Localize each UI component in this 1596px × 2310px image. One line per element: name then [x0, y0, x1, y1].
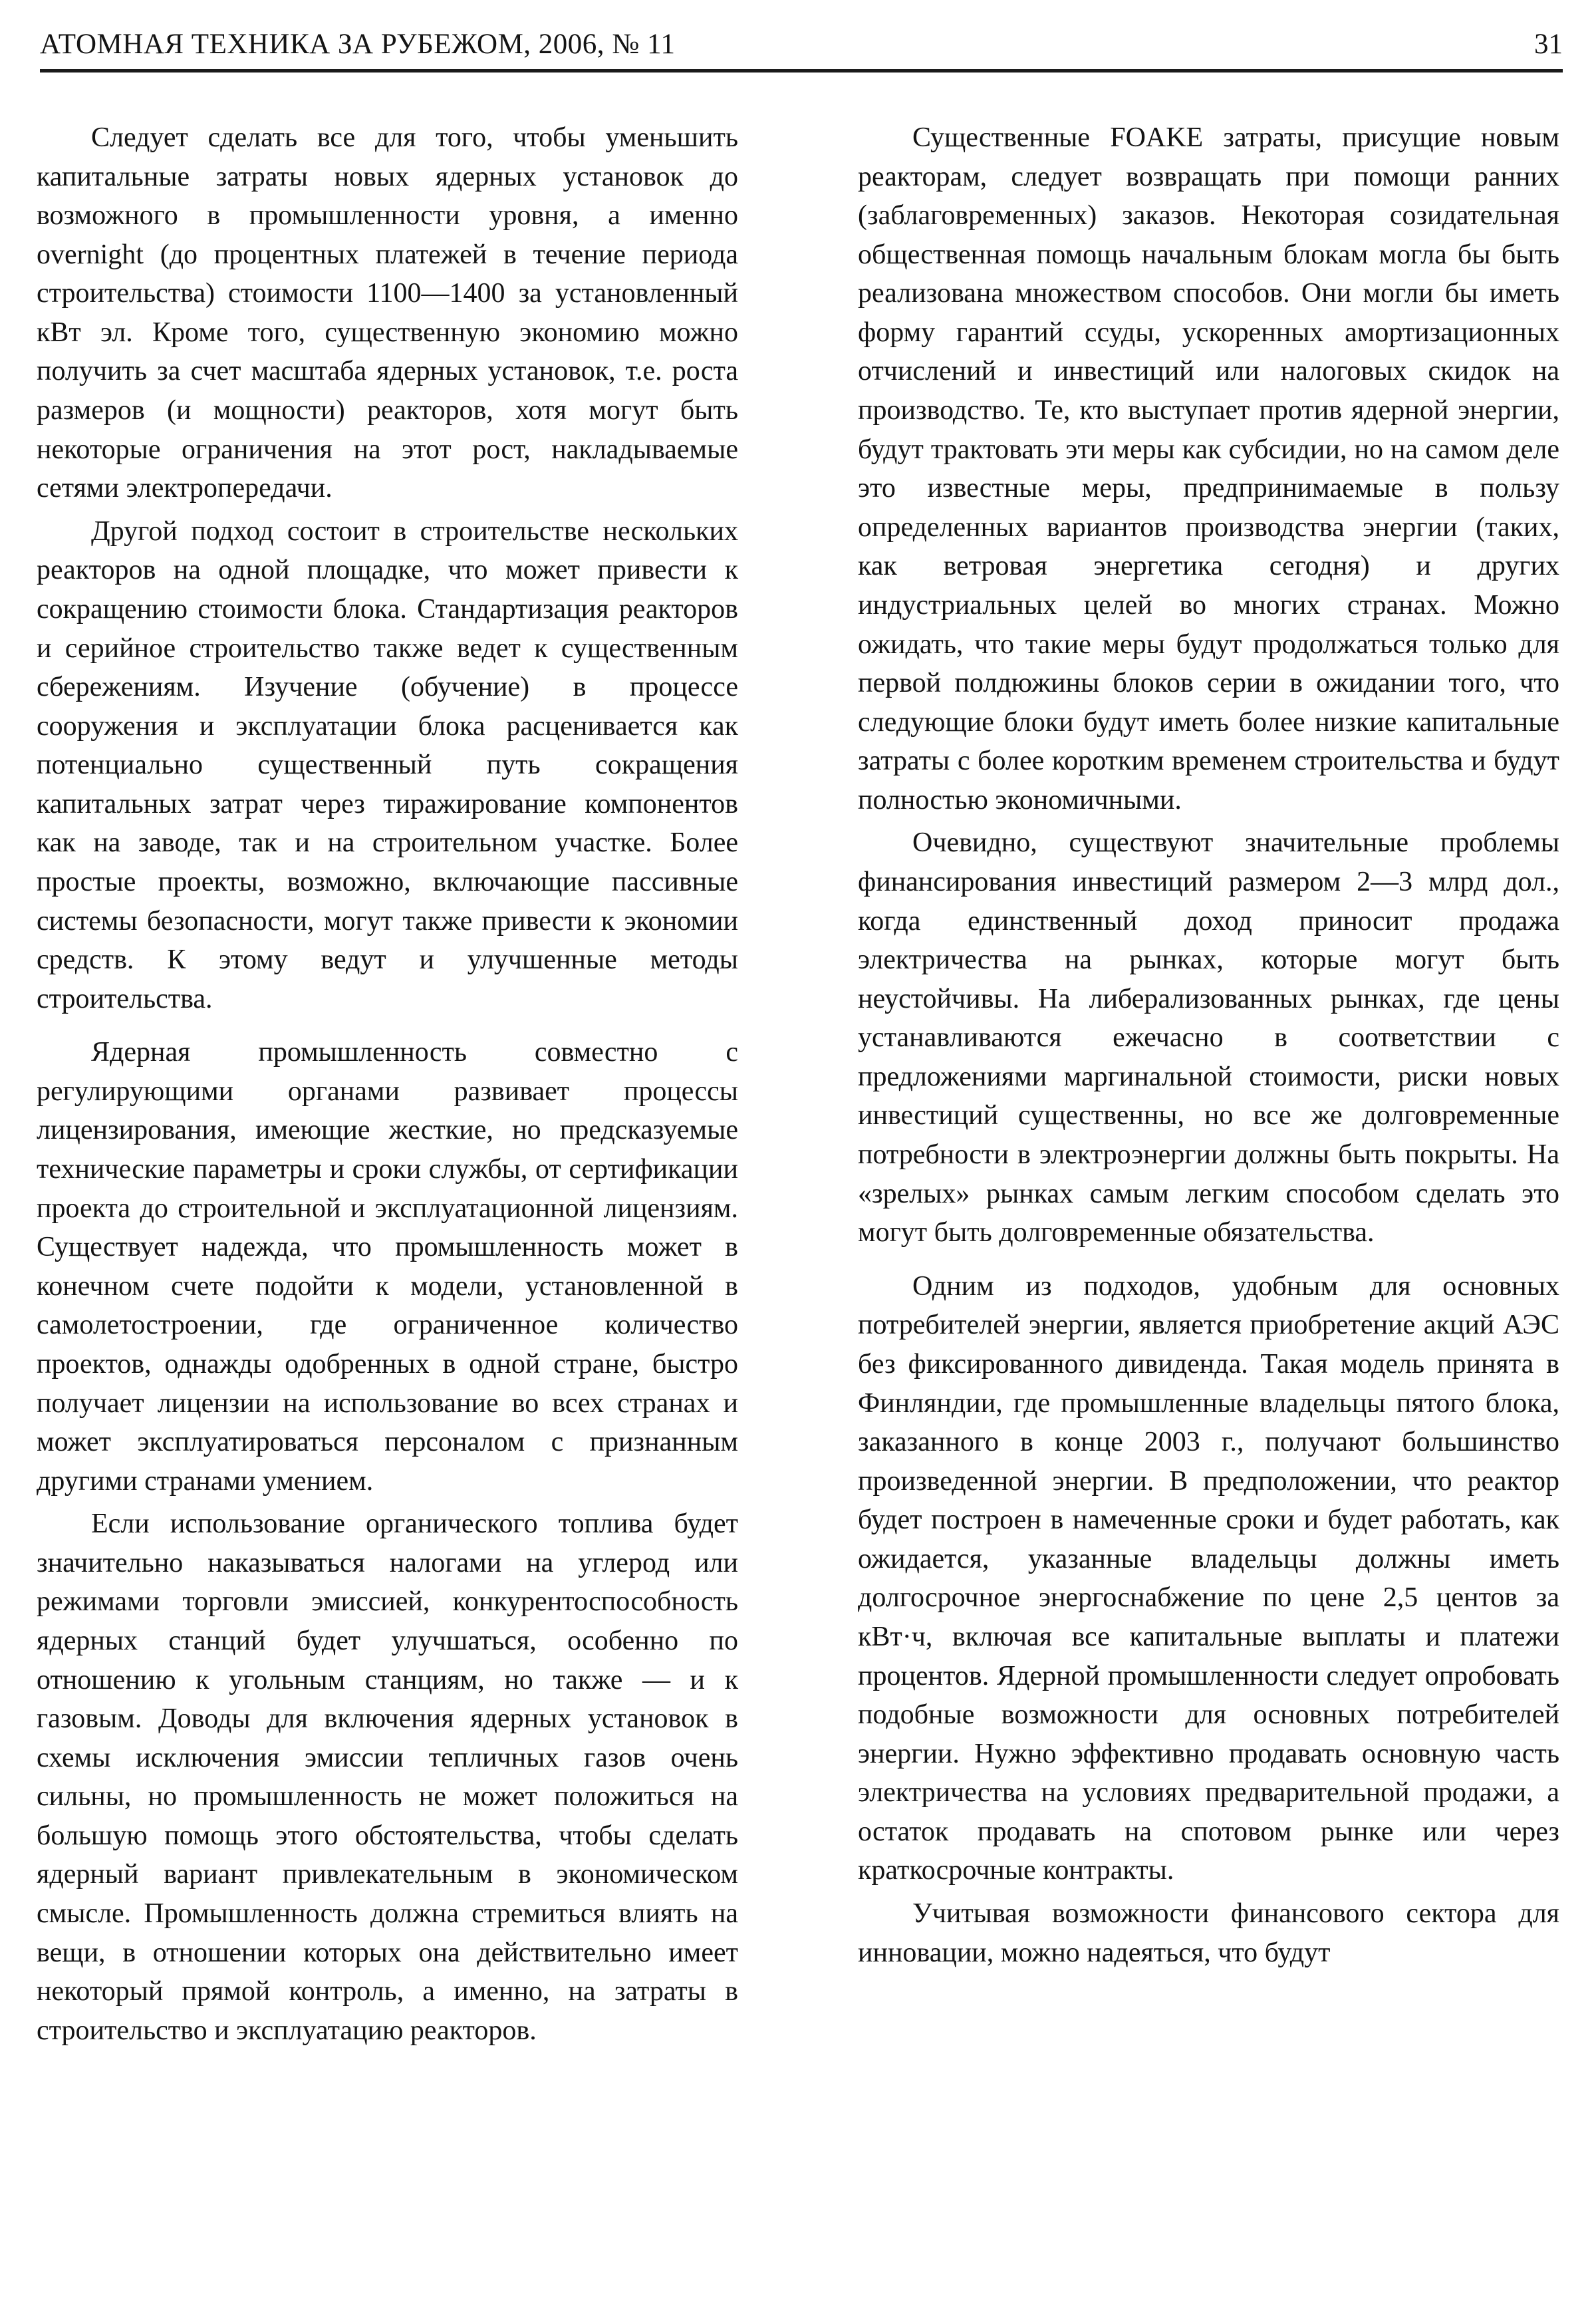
paragraph: Учитывая возможности финансового сектора для инновации, можно надеяться, что будут [858, 1898, 1559, 1968]
paragraph: Если использование органического топлива будет значительно наказываться налогами на углерод или режимами торговли эмиссией, конкурентоспособность ядерных станций будет улучшаться, особенно по отношению к угольным станциям, но также — и к газовым. Доводы для включения ядерных установок в схемы исключения эмиссии тепличных газов очень сильны, но промышленность не может положиться на большую помощь этого обстоятельства, чтобы сделать ядерный вариант привлекательным в экономическом смысле. Промышленность должна стремиться влиять на вещи, в отношении которых она действительно имеет некоторый прямой контроль, а именно, на затраты в строительство и эксплуатацию реакторов. [37, 1509, 738, 2046]
paragraph: Одним из подходов, удобным для основных потребителей энергии, является приобретение акций АЭС без фиксированного дивиденда. Такая модель принята в Финляндии, где промышленные владельцы пятого блока, заказанного в конце 2003 г., получают большинство произведенной энергии. В предположении, что реактор будет построен в намеченные сроки и будет работать, как ожидается, указанные владельцы должны иметь долгосрочное энергоснабжение по цене 2,5 центов за кВт·ч, включая все капитальные выплаты и платежи процентов. Ядерной промышленности следует опробовать подобные возможности для основных потребителей энергии. Нужно эффективно продавать основную часть электричества на условиях предварительной продажи, а остаток продавать на спотовом рынке или через краткосрочные контракты. [858, 1270, 1559, 1886]
paragraph: Следует сделать все для того, чтобы уменьшить капитальные затраты новых ядерных установок до возможного в промышленности уровня, а именно overnight (до процентных платежей в течение периода строительства) стоимости 1100—1400 за установленный кВт эл. Кроме того, существенную экономию можно получить за счет масштаба ядерных установок, т.е. роста размеров (и мощности) реакторов, хотя могут быть некоторые ограничения на этот рост, накладываемые сетями электропередачи. [37, 122, 738, 504]
paragraph: Ядерная промышленность совместно с регулирующими органами развивает процессы лицензирования, имеющие жесткие, но предсказуемые технические параметры и сроки службы, от сертификации проекта до строительной и эксплуатационной лицензиям. Существует надежда, что промышленность может в конечном счете подойти к модели, установленной в самолетостроении, где ограниченное количество проектов, однажды одобренных в одной стране, быстро получает лицензии на использование во всех странах и может эксплуатироваться персоналом с признанным другими странами умением. [37, 1037, 738, 1497]
page-header [40, 19, 1563, 72]
paragraph: Очевидно, существуют значительные проблемы финансирования инвестиций размером 2—3 млрд дол., когда единственный доход приносит продажа электричества на рынках, которые могут быть неустойчивы. На либерализованных рынках, где цены устанавливаются ежечасно в соответствии с предложениями маргинальной стоимости, риски новых инвестиций существенны, но все же долговременные потребности в электроэнергии должны быть покрыты. На «зрелых» рынках самым легким способом сделать это могут быть долговременные обязательства. [858, 827, 1559, 1248]
running-title: АТОМНАЯ ТЕХНИКА ЗА РУБЕЖОМ, 2006, № 11 [40, 29, 676, 60]
page-number: 31 [1534, 29, 1563, 60]
paragraph: Существенные FOAKE затраты, присущие новым реакторам, следует возвращать при помощи ранних (заблаговременных) заказов. Некоторая созидательная общественная помощь начальным блокам могла бы быть реализована множеством способов. Они могли бы иметь форму гарантий ссуды, ускоренных амортизационных отчислений и инвестиций или налоговых скидок на производство. Те, кто выступает против ядерной энергии, будут трактовать эти меры как субсидии, но на самом деле это известные меры, предпринимаемые в пользу определенных вариантов производства энергии (таких, как ветровая энергетика сегодня) и других индустриальных целей во многих странах. Можно ожидать, что такие меры будут продолжаться только для первой полдюжины блоков серии в ожидании того, что следующие блоки будут иметь более низкие капитальные затраты с более коротким временем строительства и будут полностью экономичными. [858, 122, 1559, 815]
right-column [858, 118, 1559, 1976]
paragraph: Другой подход состоит в строительстве нескольких реакторов на одной площадке, что может привести к сокращению стоимости блока. Стандартизация реакторов и серийное строительство также ведет к существенным сбережениям. Изучение (обучение) в процессе сооружения и эксплуатации блока расценивается как потенциально существенный путь сокращения капитальных затрат через тиражирование компонентов как на заводе, так и на строительном участке. Более простые проекты, возможно, включающие пассивные системы безопасности, могут также привести к экономии средств. К этому ведут и улучшенные методы строительства. [37, 515, 738, 1014]
left-column [37, 118, 738, 2054]
